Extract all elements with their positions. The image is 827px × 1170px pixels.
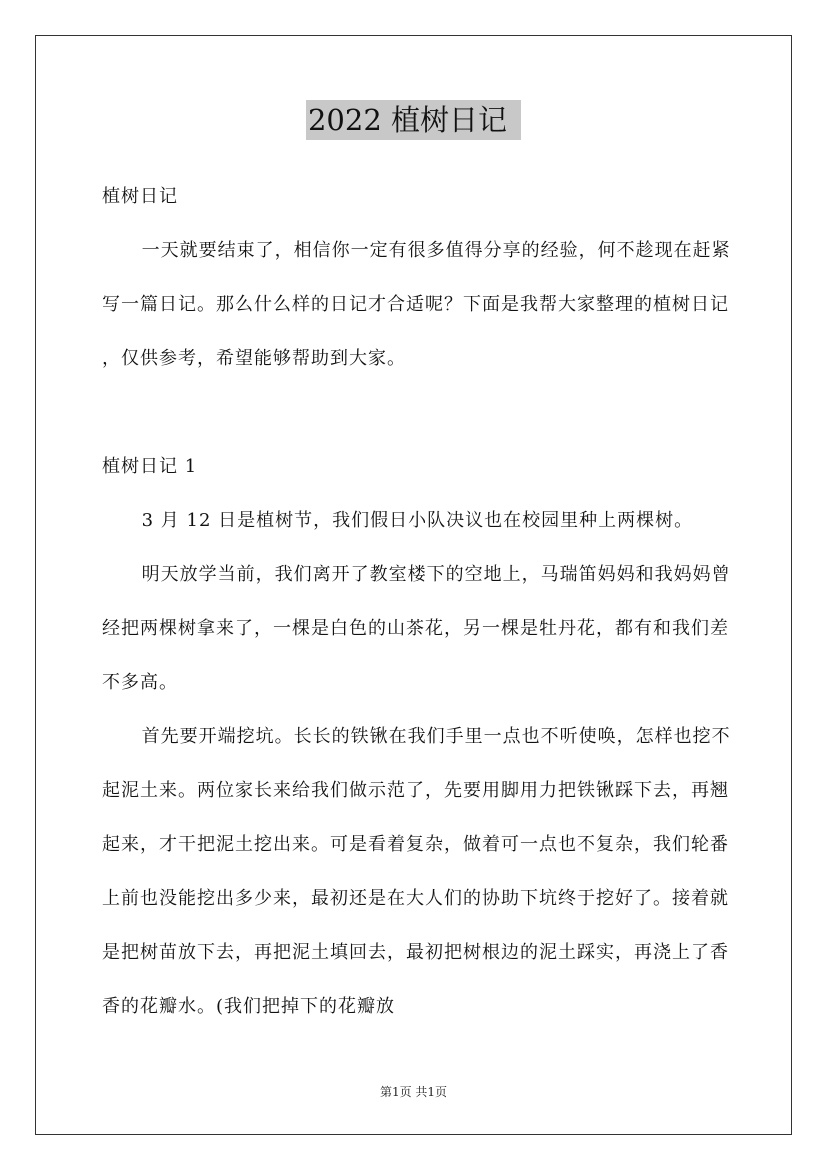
document-body [102,170,732,1034]
title-container [0,100,827,140]
document-title: 2022 植树日记 [306,100,521,140]
body-paragraph-1: 3 月 12 日是植树节，我们假日小队决议也在校园里种上两棵树。 [141,510,694,531]
section-spacer [102,386,732,440]
page-footer: 第1页 共1页 [379,1085,448,1099]
section-heading: 植树日记 1 [102,456,198,477]
body-paragraph-2: 明天放学当前，我们离开了教室楼下的空地上，马瑞笛妈妈和我妈妈曾经把两棵树拿来了，一棵是白色的山茶花，另一棵是牡丹花，都有和我们差不多高。 [102,564,731,693]
intro-paragraph: 一天就要结束了，相信你一定有很多值得分享的经验，何不趁现在赶紧写一篇日记。那么什么样的日记才合适呢？下面是我帮大家整理的植树日记 ，仅供参考，希望能够帮助到大家。 [102,240,731,369]
subtitle: 植树日记 [102,186,178,207]
body-paragraph-3: 首先要开端挖坑。长长的铁锹在我们手里一点也不听使唤，怎样也挖不起泥土来。两位家长来给我们做示范了，先要用脚用力把铁锹踩下去，再翘起来，才干把泥土挖出来。可是看着复杂，做着可一点也不复杂，我们轮番上前也没能挖出多少来，最初还是在大人们的协助下坑终于挖好了。接着就是把树苗放下去，再把泥土填回去，最初把树根边的泥土踩实，再浇上了香香的花瓣水。(我们把掉下的花瓣放 [102,726,731,1017]
